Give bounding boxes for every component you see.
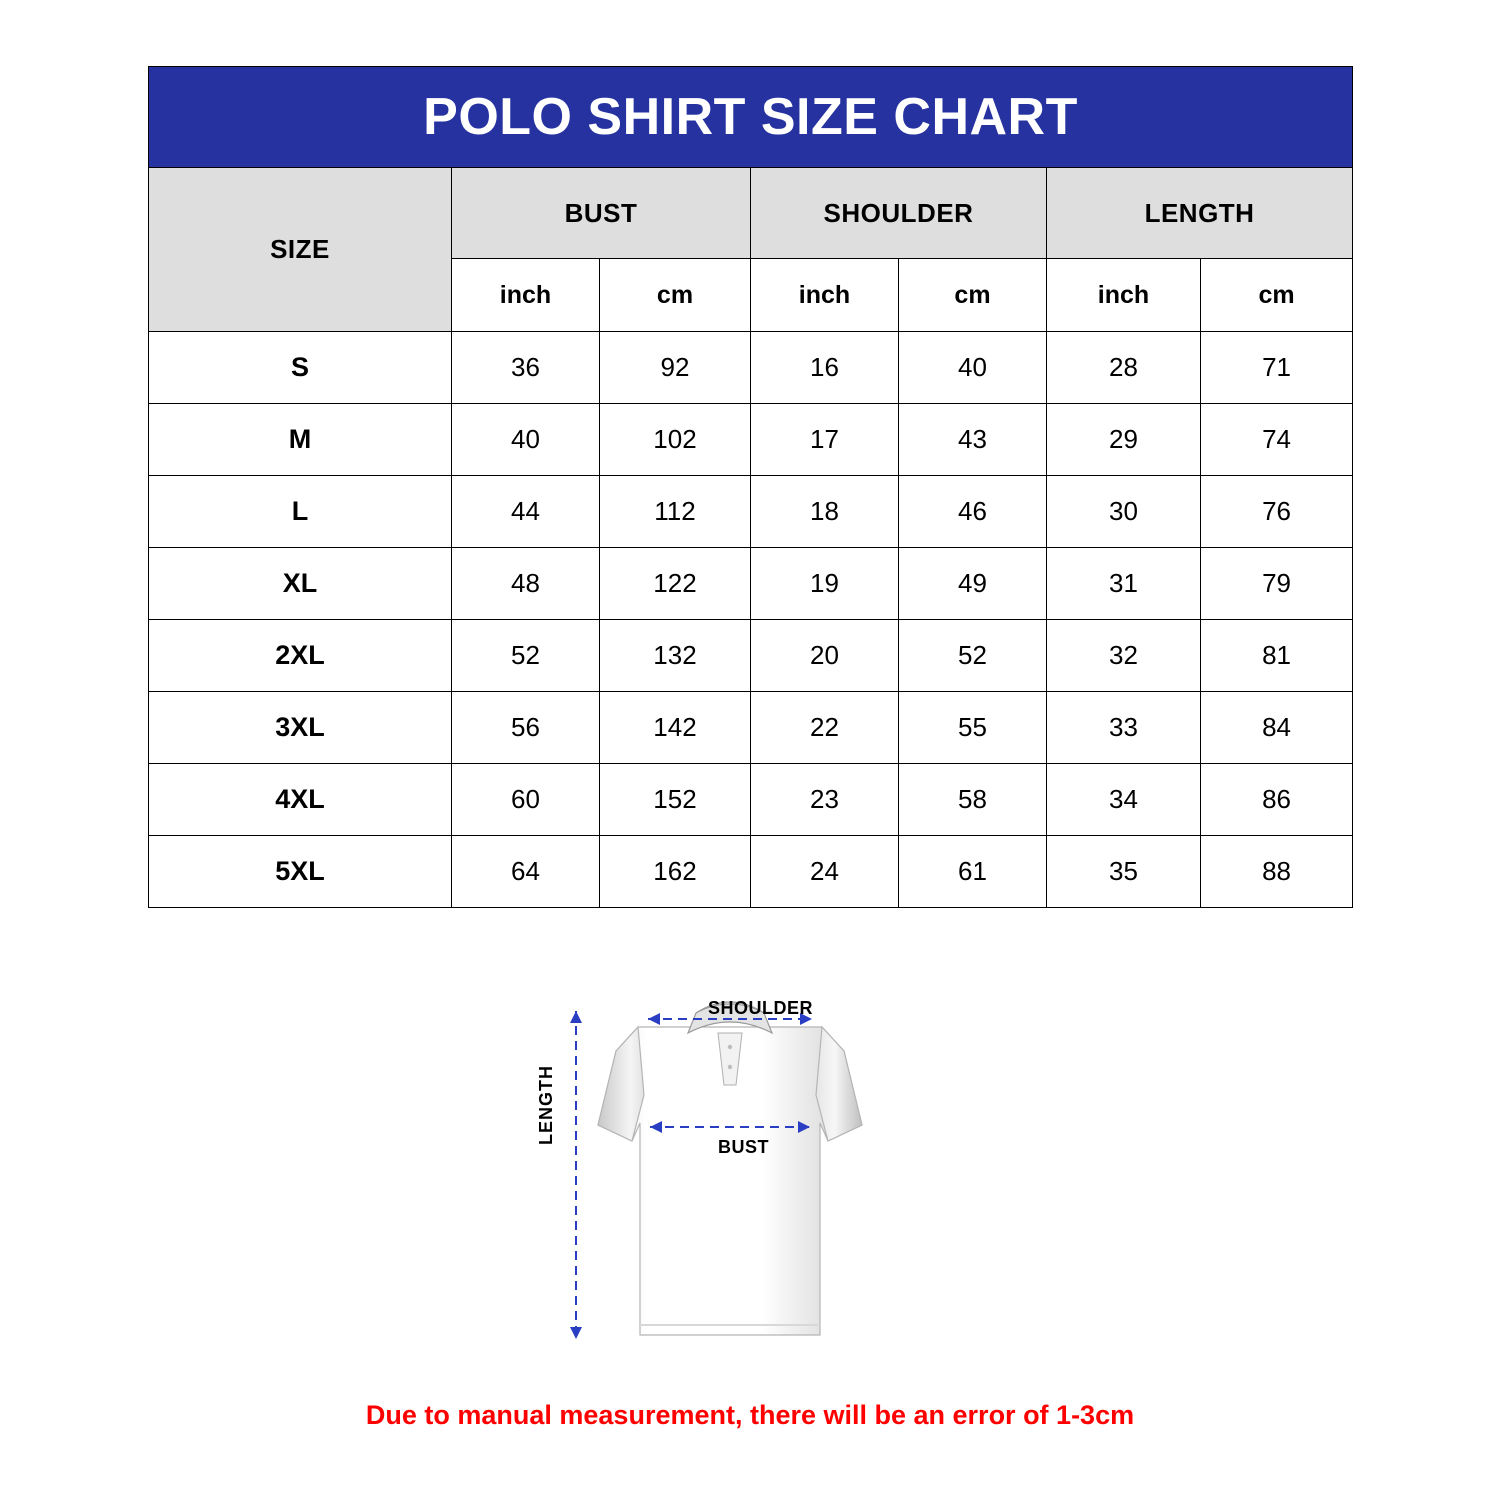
- cell-shoulder-inch: 18: [751, 476, 899, 548]
- button-bottom: [728, 1065, 732, 1069]
- cell-bust-inch: 64: [452, 836, 600, 908]
- group-header-length: LENGTH: [1047, 168, 1353, 259]
- cell-length-cm: 88: [1201, 836, 1353, 908]
- table-row: [149, 620, 1353, 692]
- cell-shoulder-inch: 20: [751, 620, 899, 692]
- cell-length-cm: 71: [1201, 332, 1353, 404]
- measurement-diagram: [520, 955, 980, 1375]
- chart-title-cell: [149, 67, 1353, 168]
- cell-size: XL: [149, 548, 452, 620]
- cell-length-inch: 33: [1047, 692, 1201, 764]
- group-header-row: [149, 168, 1353, 259]
- cell-size: 3XL: [149, 692, 452, 764]
- size-chart-table: [148, 66, 1353, 908]
- chart-title-row: [149, 67, 1353, 168]
- table-row: [149, 404, 1353, 476]
- table-row: [149, 836, 1353, 908]
- length-arrow-bottom: [570, 1327, 582, 1339]
- cell-length-inch: 28: [1047, 332, 1201, 404]
- cell-bust-inch: 48: [452, 548, 600, 620]
- cell-shoulder-cm: 40: [899, 332, 1047, 404]
- cell-length-cm: 79: [1201, 548, 1353, 620]
- unit-header-bust-cm: cm: [600, 259, 751, 332]
- cell-size: M: [149, 404, 452, 476]
- bust-label: BUST: [718, 1137, 769, 1157]
- cell-size: 4XL: [149, 764, 452, 836]
- cell-bust-inch: 60: [452, 764, 600, 836]
- cell-bust-cm: 132: [600, 620, 751, 692]
- cell-shoulder-inch: 17: [751, 404, 899, 476]
- size-chart-table-wrapper: [148, 66, 1352, 908]
- cell-shoulder-inch: 22: [751, 692, 899, 764]
- cell-length-inch: 34: [1047, 764, 1201, 836]
- cell-bust-inch: 52: [452, 620, 600, 692]
- cell-length-inch: 35: [1047, 836, 1201, 908]
- cell-length-cm: 76: [1201, 476, 1353, 548]
- cell-size: S: [149, 332, 452, 404]
- group-header-shoulder: SHOULDER: [751, 168, 1047, 259]
- button-top: [728, 1045, 732, 1049]
- cell-bust-cm: 122: [600, 548, 751, 620]
- group-header-size: SIZE: [149, 168, 452, 332]
- table-row: [149, 476, 1353, 548]
- cell-length-cm: 84: [1201, 692, 1353, 764]
- table-row: [149, 764, 1353, 836]
- measurement-note: Due to manual measurement, there will be an error of 1-3cm: [365, 1400, 1135, 1430]
- unit-header-bust-inch: inch: [452, 259, 600, 332]
- table-row: [149, 548, 1353, 620]
- cell-shoulder-cm: 46: [899, 476, 1047, 548]
- cell-length-inch: 30: [1047, 476, 1201, 548]
- cell-bust-inch: 44: [452, 476, 600, 548]
- cell-shoulder-inch: 24: [751, 836, 899, 908]
- page-title: POLO SHIRT SIZE CHART: [423, 88, 1078, 146]
- cell-bust-inch: 56: [452, 692, 600, 764]
- unit-header-length-inch: inch: [1047, 259, 1201, 332]
- length-arrow-top: [570, 1011, 582, 1023]
- group-header-bust: BUST: [452, 168, 751, 259]
- cell-size: L: [149, 476, 452, 548]
- table-row: [149, 692, 1353, 764]
- cell-length-cm: 81: [1201, 620, 1353, 692]
- cell-length-inch: 29: [1047, 404, 1201, 476]
- unit-header-shoulder-inch: inch: [751, 259, 899, 332]
- cell-shoulder-cm: 43: [899, 404, 1047, 476]
- cell-bust-cm: 92: [600, 332, 751, 404]
- cell-bust-cm: 112: [600, 476, 751, 548]
- shoulder-label: SHOULDER: [708, 998, 814, 1018]
- unit-header-shoulder-cm: cm: [899, 259, 1047, 332]
- cell-bust-inch: 40: [452, 404, 600, 476]
- cell-size: 2XL: [149, 620, 452, 692]
- length-label: LENGTH: [536, 1065, 556, 1145]
- cell-bust-cm: 102: [600, 404, 751, 476]
- cell-length-cm: 74: [1201, 404, 1353, 476]
- cell-bust-inch: 36: [452, 332, 600, 404]
- cell-shoulder-inch: 16: [751, 332, 899, 404]
- cell-length-inch: 31: [1047, 548, 1201, 620]
- cell-shoulder-cm: 49: [899, 548, 1047, 620]
- cell-shoulder-cm: 52: [899, 620, 1047, 692]
- cell-length-inch: 32: [1047, 620, 1201, 692]
- cell-size: 5XL: [149, 836, 452, 908]
- cell-shoulder-cm: 58: [899, 764, 1047, 836]
- cell-shoulder-cm: 55: [899, 692, 1047, 764]
- cell-shoulder-inch: 23: [751, 764, 899, 836]
- cell-shoulder-inch: 19: [751, 548, 899, 620]
- table-row: [149, 332, 1353, 404]
- cell-bust-cm: 142: [600, 692, 751, 764]
- cell-bust-cm: 162: [600, 836, 751, 908]
- cell-length-cm: 86: [1201, 764, 1353, 836]
- cell-bust-cm: 152: [600, 764, 751, 836]
- cell-shoulder-cm: 61: [899, 836, 1047, 908]
- shoulder-arrow-left: [648, 1013, 660, 1025]
- unit-header-length-cm: cm: [1201, 259, 1353, 332]
